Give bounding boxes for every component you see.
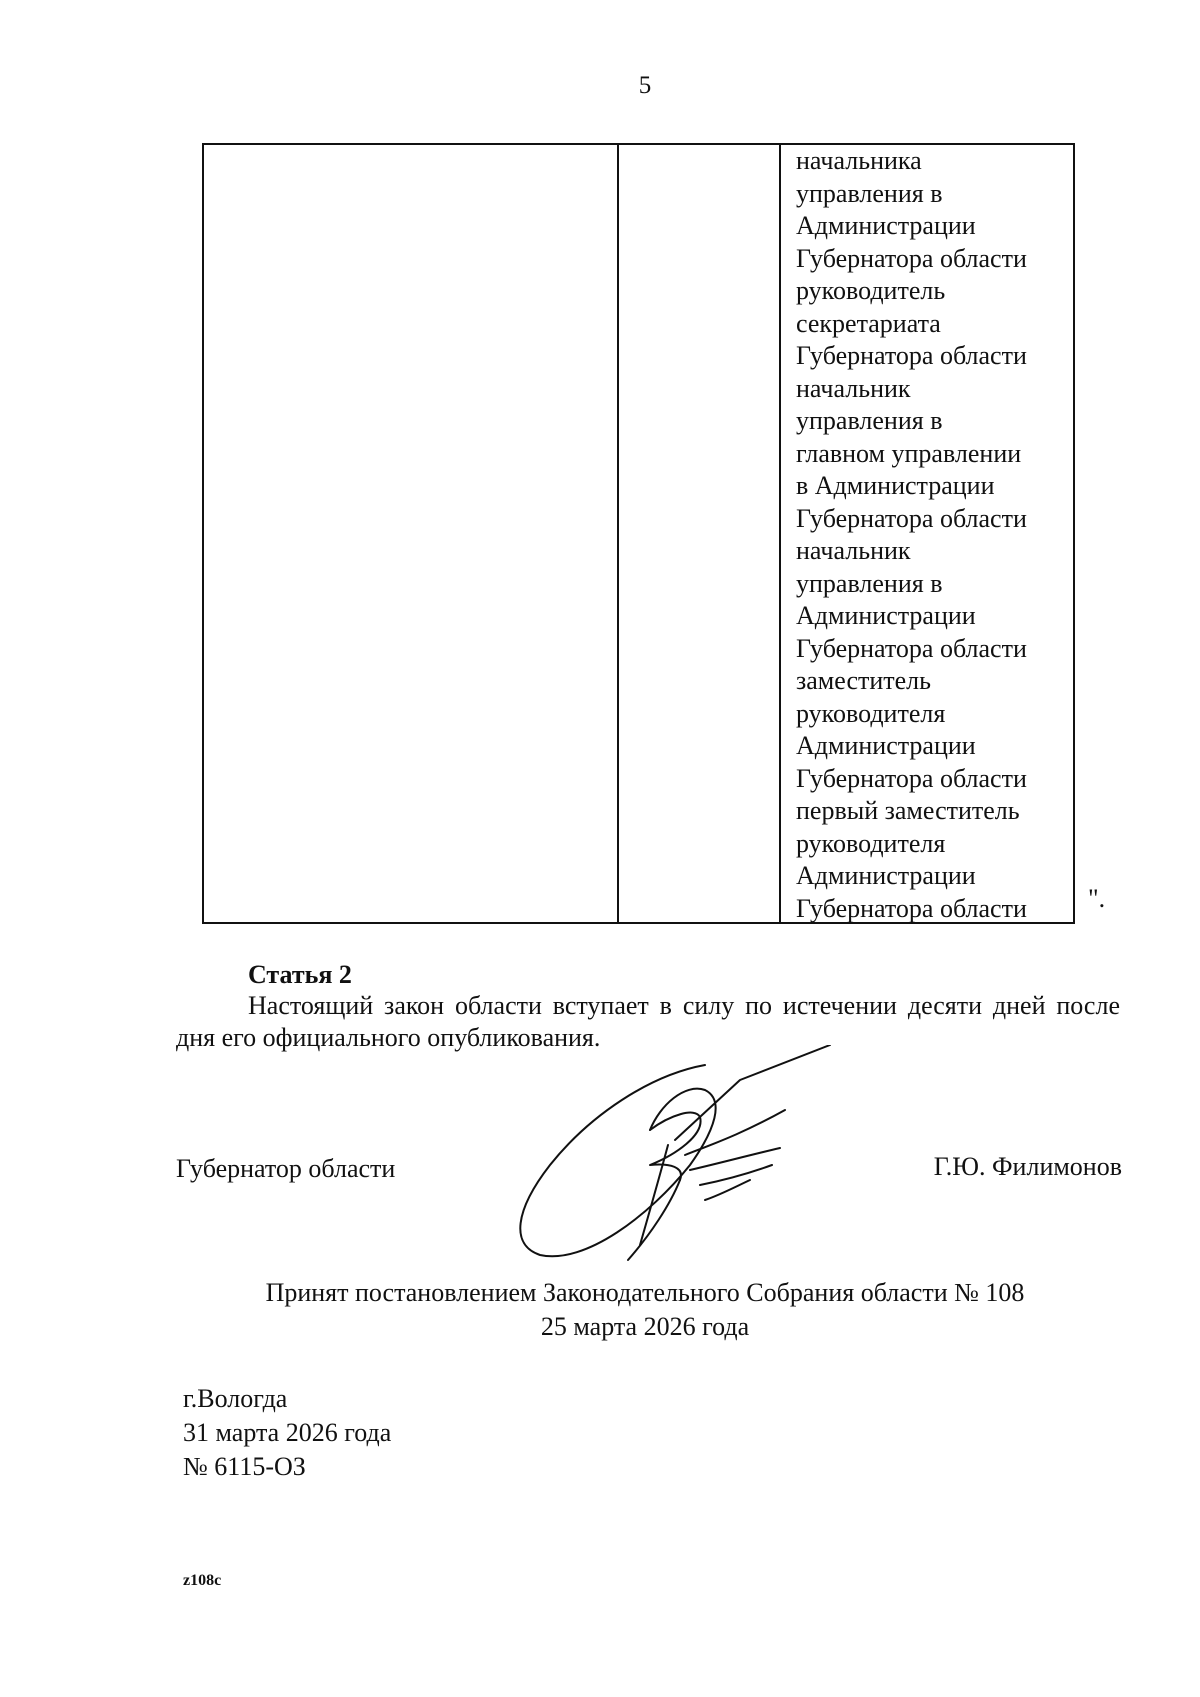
signing-date: 31 марта 2026 года (183, 1418, 392, 1447)
law-number: № 6115-ОЗ (183, 1452, 306, 1481)
article-heading: Статья 2 (248, 960, 352, 989)
cell-line: первый заместитель (796, 796, 1020, 825)
cell-line: управления в (796, 406, 943, 435)
cell-line: руководитель (796, 276, 946, 305)
cell-line: Администрации (796, 731, 976, 760)
cell-line: Губернатора области (796, 763, 1027, 793)
table-column-divider (617, 145, 619, 922)
cell-line: управления в (796, 568, 943, 598)
cell-line: Губернатора области (796, 243, 1027, 273)
closing-quote: ". (1088, 884, 1106, 913)
cell-line: начальник (796, 536, 911, 565)
handwritten-signature (500, 1045, 860, 1275)
cell-line: главном управлении (796, 438, 1022, 468)
adoption-date: 25 марта 2026 года (540, 1312, 750, 1341)
cell-line: секретариата (796, 308, 941, 338)
cell-line: руководителя (796, 828, 946, 858)
place-date-block (183, 1382, 391, 1484)
city: г.Вологда (183, 1384, 288, 1413)
signer-name: Г.Ю. Филимонов (933, 1152, 1122, 1181)
adoption-statement (0, 1276, 1200, 1344)
table-cell-positions (796, 145, 1076, 925)
cell-line: Администрации (796, 601, 976, 630)
cell-line: Губернатора области (796, 341, 1027, 370)
table-column-divider (779, 145, 781, 922)
adoption-line: Принят постановлением Законодательного Собрания области № 108 (265, 1278, 1025, 1307)
cell-line: Администрации (796, 861, 976, 890)
cell-line: управления в (796, 178, 943, 208)
cell-line: начальник (796, 373, 911, 403)
cell-line: Администрации (796, 211, 976, 240)
cell-line: начальника (796, 146, 922, 175)
positions-table (202, 143, 1075, 924)
cell-line: Губернатора области (796, 893, 1027, 923)
signer-position: Губернатор области (176, 1154, 396, 1183)
cell-line: руководителя (796, 698, 946, 728)
cell-line: в Администрации (796, 471, 995, 500)
cell-line: Губернатора области (796, 633, 1027, 663)
page-number: 5 (638, 72, 652, 99)
cell-line: Губернатора области (796, 503, 1027, 533)
cell-line: заместитель (796, 666, 932, 695)
document-code: z108c (183, 1572, 222, 1589)
article-text: Настоящий закон области вступает в силу по истечении десяти дней после дня его официального опубликования. (176, 991, 1120, 1052)
